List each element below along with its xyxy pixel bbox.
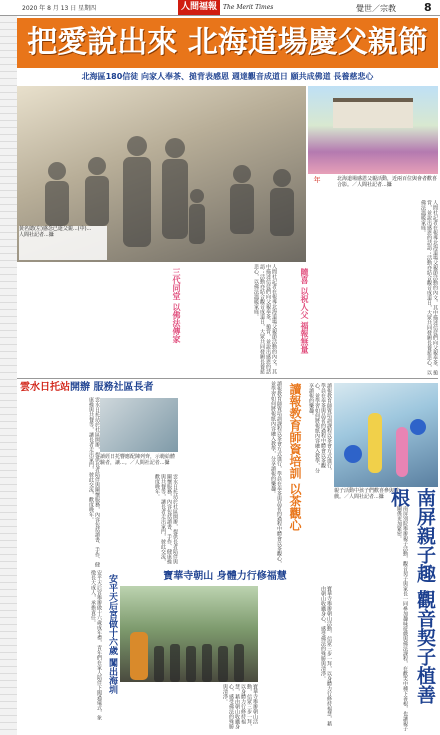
bottom-news-body: 寶華寺舉辦朝山活動，信眾三步一拜，以身體力行修持福慧，藉由朝山收攝身心，感受佛法的殊勝與清淨。 (222, 684, 258, 729)
main-body-text: 人間社記者在報導北海道場父親節活動的內文，其中描述信徒們向父親奉茶、搥背，並說出感恩的話語；活動亦結合觀音成道日，大眾共同發願長養慈悲心，以佛法溫暖家庭。 (253, 264, 277, 374)
masthead-date: 2020 年 8 月 13 日 星期四 (22, 5, 97, 12)
main-banner (17, 18, 438, 68)
child-figure-2 (396, 427, 408, 477)
main-headline-text: 把愛說出來 北海道場慶父親節 (27, 25, 428, 60)
bottom-left-body: 安平天后宮舉辦做十六歲成年禮，青年們在家人陪伴下闖過儀式，象徵長大成人，承擔責任。 (90, 570, 102, 720)
left-news-body: 雲水日托站於社區開辦，提供長者陪伴與關懷服務，內容包括讀書、手作、健康操與共餐等，讓長者走出家門，彼此交流，歡度晚年。 (88, 397, 100, 567)
right-news-caption: 親子活動中孩子們歡喜參與遊戲。／人間社記者...攝 (334, 488, 400, 500)
left-news-caption: 讀經日托響應配陳列齊，示範給體驗者，讓...。／人間社記者...攝 (100, 454, 176, 466)
right-news-body: 南屏別院舉辦親子活動，觀音契子與家長一同參加趣味遊戲與佛法課程，在歡笑中種下善根，也讓親子關係更加緊密。 (396, 506, 408, 731)
main-subtitle: 北海區180信徒 向家人奉茶、搥背表感恩 週達觀音成道日 願共成佛道 長養慈悲心 (81, 72, 374, 81)
temple-building (333, 98, 413, 128)
child-figure (368, 413, 382, 473)
crowd-silhouettes (150, 636, 258, 682)
main-photo (17, 86, 306, 262)
bottom-news-photo (120, 586, 258, 682)
section-label: 覺世／宗教 (356, 4, 396, 13)
left-news-photo (100, 398, 178, 452)
right-news-headline: 南屏親子趣 觀音契子植善根 (388, 488, 436, 704)
left-margin-strip (0, 16, 17, 735)
section-divider (17, 378, 438, 379)
left-news-body-2: 雲水日托站於社區開辦，提供長者陪伴與關懷服務，內容包括讀書、手作、健康操與共餐等，讓長者走出家門，彼此交流，歡度晚年。 (154, 474, 178, 564)
bottom-news-headline: 寶華寺朝山 身體力行修福慧 (163, 571, 287, 582)
ball-2 (410, 419, 426, 435)
left-news-headline (20, 381, 180, 395)
main-photo-caption: 黃名總(左)感念已逝父親...(中)... 人間社記者...攝 (19, 226, 107, 260)
masthead-logo: 人間福報 (178, 0, 220, 15)
vertical-heading-2: 隨喜 以祝人父 福報無量 (300, 268, 309, 354)
left-news-headline-rest: 開辦 服務社區長者 (70, 382, 154, 393)
left-news-headline-red: 雲水日托站 (20, 382, 70, 393)
side-vertical-label: 年 (313, 176, 321, 183)
bottom-news-body-2: 寶華寺舉辦朝山活動，信眾三步一拜，以身體力行修持福慧，藉由朝山收攝身心，感受佛法的殊勝與清淨。 (320, 586, 332, 726)
bottom-left-headline: 安平天后宮做十六歲 闖出海圳 (107, 574, 117, 695)
group-photo-caption: 北海道場感恩父親活動，近兩百位與會者歡喜合影。／人間社記者...攝 (337, 176, 438, 188)
center-news-body-2: 讀報教育師資培訓課程以茶會方式進行，學員在奉茶與品茗的過程中體會以茶觀心，並學習如何將報紙內容融入教學，分享讀報的樂趣。 (308, 383, 332, 473)
main-body-text-right: 人間社記者在報導北海道場父親節活動的內文，其中描述信徒們向父親奉茶、搥背，並說出感恩的話語；活動亦結合觀音成道日，大眾共同發願長養慈悲心，以佛法溫暖家庭。 (420, 200, 438, 375)
masthead (0, 0, 440, 16)
masthead-logo-en: The Merit Times (223, 4, 274, 11)
center-news-headline: 讀報教育師資培訓 以茶觀心 (288, 383, 302, 532)
vertical-heading-1: 三代同堂 以佛法傳家 (172, 268, 181, 343)
page-number: 8 (424, 1, 432, 14)
center-news-body: 讀報教育師資培訓課程以茶會方式進行，學員在奉茶與品茗的過程中體會以茶觀心，並學習如何將報紙內容融入教學，分享讀報的樂趣。 (270, 381, 282, 566)
right-news-photo (334, 383, 438, 487)
group-photo (308, 86, 438, 174)
ball (344, 445, 362, 463)
monk-figure (130, 632, 148, 680)
main-headline (17, 18, 438, 68)
